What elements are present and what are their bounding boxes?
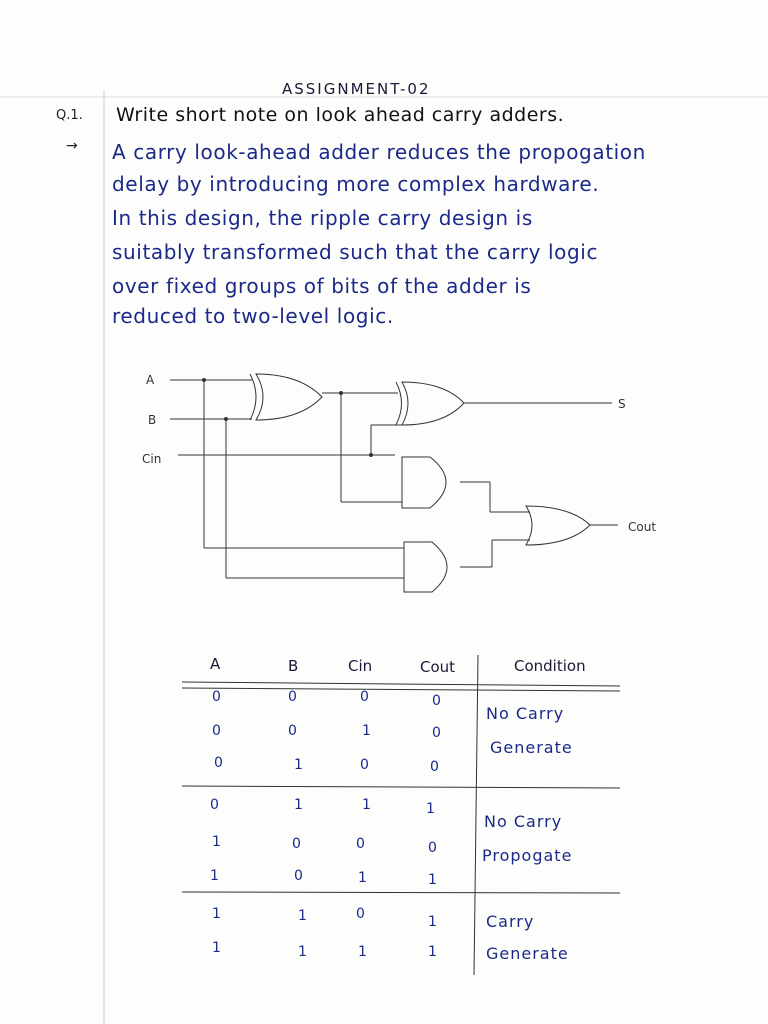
cell: 1 [212, 906, 221, 922]
answer-line-5: over fixed groups of bits of the adder is [112, 274, 532, 298]
condition-3-line-2: Generate [486, 944, 569, 963]
cell: 1 [358, 870, 367, 886]
cell: 1 [362, 723, 371, 739]
cell: 0 [428, 840, 437, 856]
cell: 0 [288, 723, 297, 739]
output-label-cout: Cout [628, 520, 657, 534]
condition-1-line-2: Generate [490, 738, 573, 757]
cell: 1 [298, 944, 307, 960]
answer-line-2: delay by introducing more complex hardware. [112, 172, 600, 196]
answer-line-4: suitably transformed such that the carry logic [112, 240, 599, 264]
cell: 0 [360, 689, 369, 705]
table-header-a: A [210, 655, 221, 673]
cell: 0 [214, 755, 223, 771]
table-header-condition: Condition [514, 657, 586, 675]
condition-1-line-1: No Carry [486, 704, 565, 723]
cell: 0 [292, 836, 301, 852]
page-title: ASSIGNMENT-02 [282, 80, 431, 98]
cell: 1 [428, 944, 437, 960]
cell: 0 [288, 689, 297, 705]
answer-arrow-icon: → [66, 138, 78, 154]
cell: 1 [212, 940, 221, 956]
cell: 1 [428, 914, 437, 930]
cell: 1 [294, 797, 303, 813]
condition-2-line-2: Propogate [482, 846, 573, 865]
cell: 0 [430, 759, 439, 775]
cell: 1 [210, 868, 219, 884]
cell: 0 [210, 797, 219, 813]
condition-2-line-1: No Carry [484, 812, 563, 831]
cell: 1 [362, 797, 371, 813]
cell: 1 [298, 908, 307, 924]
cell: 1 [212, 834, 221, 850]
cell: 1 [294, 757, 303, 773]
input-label-a: A [146, 373, 155, 387]
cell: 1 [426, 801, 435, 817]
table-header-b: B [288, 657, 299, 675]
question-text: Write short note on look ahead carry adders. [116, 104, 565, 126]
cell: 0 [432, 725, 441, 741]
input-label-cin: Cin [142, 452, 162, 466]
table-header-cout: Cout [420, 658, 456, 676]
answer-line-6: reduced to two-level logic. [112, 304, 394, 328]
cell: 0 [356, 836, 365, 852]
cell: 0 [212, 723, 221, 739]
table-header-cin: Cin [348, 657, 373, 675]
cell: 1 [358, 944, 367, 960]
cell: 0 [212, 689, 221, 705]
answer-line-3: In this design, the ripple carry design is [112, 206, 533, 230]
question-number: Q.1. [56, 108, 83, 123]
cell: 0 [432, 693, 441, 709]
input-label-b: B [148, 413, 157, 427]
output-label-s: S [618, 397, 626, 411]
condition-3-line-1: Carry [486, 912, 535, 931]
cell: 1 [428, 872, 437, 888]
cell: 0 [356, 906, 365, 922]
cell: 0 [360, 757, 369, 773]
answer-line-1: A carry look-ahead adder reduces the propogation [112, 140, 646, 164]
cell: 0 [294, 868, 303, 884]
